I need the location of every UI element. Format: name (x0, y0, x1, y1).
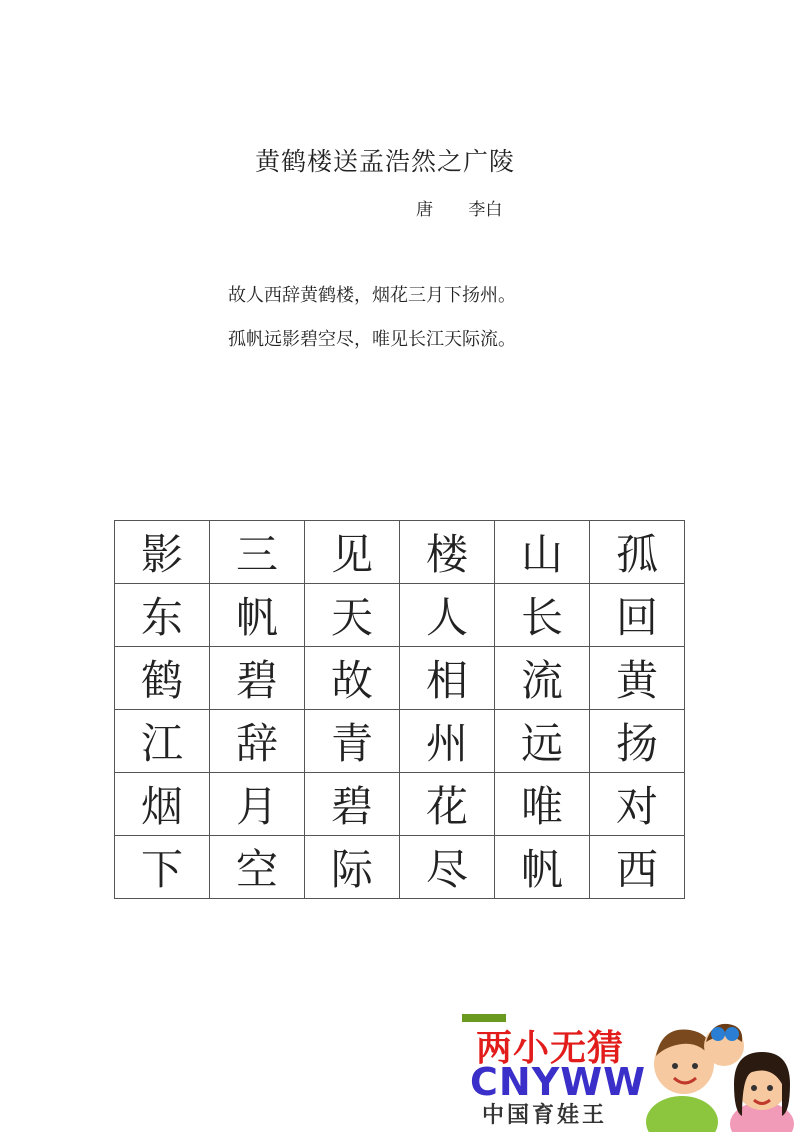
grid-cell: 扬 (590, 710, 685, 773)
grid-cell: 流 (495, 647, 590, 710)
poem-byline (416, 195, 502, 220)
grid-row (115, 836, 685, 899)
grid-cell: 东 (115, 584, 210, 647)
grid-cell: 际 (305, 836, 400, 899)
grid-cell: 花 (400, 773, 495, 836)
grid-cell: 尽 (400, 836, 495, 899)
poem-line: 故人西辞黄鹤楼，烟花三月下扬州。 (228, 285, 516, 306)
grid-cell: 西 (590, 836, 685, 899)
kids-mascot-icon (642, 1012, 800, 1132)
grid-cell: 帆 (210, 584, 305, 647)
grid-cell: 碧 (305, 773, 400, 836)
grid-cell: 楼 (400, 521, 495, 584)
poem-title: 黄鹤楼送孟浩然之广陵 (254, 147, 515, 176)
grid-cell: 山 (495, 521, 590, 584)
grid-cell: 辞 (210, 710, 305, 773)
poem-dynasty: 唐 (416, 200, 433, 220)
grid-cell: 长 (495, 584, 590, 647)
grid-row (115, 584, 685, 647)
logo-text-sub: 中国育娃王 (482, 1103, 608, 1128)
grid-cell: 对 (590, 773, 685, 836)
grid-cell: 下 (115, 836, 210, 899)
grid-cell: 唯 (495, 773, 590, 836)
grid-cell: 月 (210, 773, 305, 836)
grid-cell: 见 (305, 521, 400, 584)
poem-author: 李白 (468, 200, 503, 220)
grid-cell: 影 (115, 521, 210, 584)
grid-cell: 空 (210, 836, 305, 899)
grid-cell: 人 (400, 584, 495, 647)
grid-cell: 碧 (210, 647, 305, 710)
logo-text-latin: CNYWW (470, 1060, 647, 1104)
grid-cell: 帆 (495, 836, 590, 899)
grid-cell: 孤 (590, 521, 685, 584)
grid-cell: 黄 (590, 647, 685, 710)
grid-row (115, 521, 685, 584)
grid-cell: 相 (400, 647, 495, 710)
grid-row (115, 710, 685, 773)
poem-body (228, 274, 516, 362)
grid-cell: 鹤 (115, 647, 210, 710)
watermark-logo (462, 1012, 800, 1132)
grid-cell: 烟 (115, 773, 210, 836)
grid-cell: 青 (305, 710, 400, 773)
logo-text-main: 两小无猜 (476, 1028, 625, 1069)
grid-cell: 故 (305, 647, 400, 710)
grid-row (115, 647, 685, 710)
character-grid (114, 520, 685, 899)
grid-cell: 远 (495, 710, 590, 773)
poem-line: 孤帆远影碧空尽，唯见长江天际流。 (228, 329, 516, 350)
grid-cell: 三 (210, 521, 305, 584)
grid-row (115, 773, 685, 836)
grid-cell: 回 (590, 584, 685, 647)
grid-cell: 天 (305, 584, 400, 647)
grid-cell: 州 (400, 710, 495, 773)
grid-cell: 江 (115, 710, 210, 773)
